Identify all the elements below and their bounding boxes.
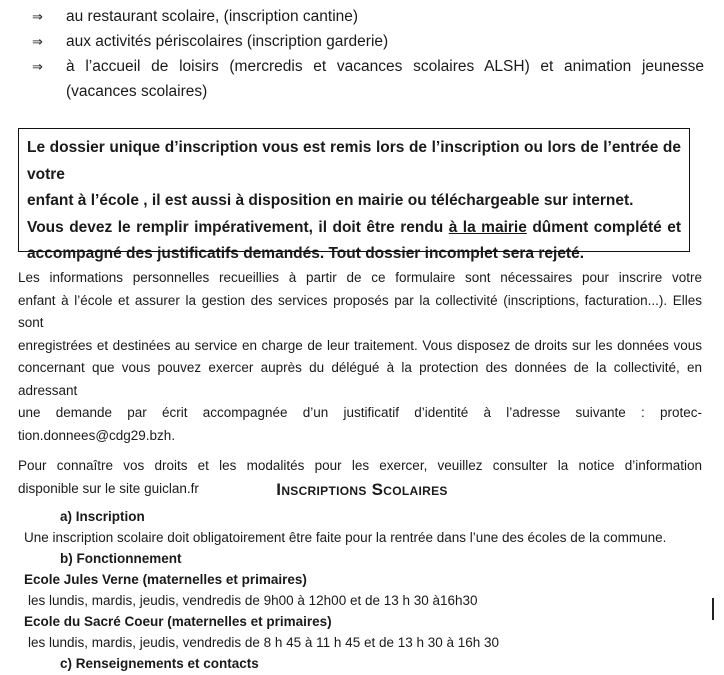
subheading-inscription: a) Inscription	[60, 509, 145, 524]
subheading-fonctionnement: b) Fonctionnement	[60, 551, 182, 566]
section-content	[24, 506, 704, 674]
school-name: Ecole Jules Verne (maternelles et primaires)	[24, 572, 307, 587]
privacy-paragraph	[18, 267, 702, 500]
subheading-contacts: c) Renseignements et contacts	[60, 656, 259, 671]
text-cursor	[712, 598, 714, 620]
arrow-icon: ⇒	[32, 9, 43, 24]
paragraph-line: disponible sur le site guiclan.fr	[18, 480, 199, 496]
school-hours: les lundis, mardis, jeudis, vendredis de 8 h 45 à 11 h 45 et de 13 h 30 à 16h 30	[28, 635, 500, 650]
paragraph-line: Les informations personnelles recueillies à partir de ce formulaire sont nécessaires pour inscrire votre	[18, 270, 702, 285]
list-item	[32, 4, 704, 29]
notice-text: dûment complété et	[532, 218, 682, 236]
arrow-icon: ⇒	[32, 59, 43, 74]
paragraph-line: enregistrées et destinées au service en charge de leur traitement. Vous disposez de droits sur les données vous	[18, 337, 702, 353]
list-item-text: au restaurant scolaire, (inscription cantine)	[66, 8, 359, 25]
paragraph-line: concernant que vous pouvez exercer auprès du délégué à la protection des données de la collectivité, en adressant	[18, 360, 702, 398]
school-name: Ecole du Sacré Coeur (maternelles et primaires)	[24, 614, 332, 629]
notice-line	[27, 215, 681, 242]
notice-text: Vous devez le remplir impérativement, il doit être rendu	[27, 218, 444, 236]
paragraph-line: Pour connaître vos droits et les modalités pour les exercer, veuillez consulter la notice d’information	[18, 458, 702, 473]
school-hours: les lundis, mardis, jeudis, vendredis de 9h00 à 12h00 et de 13 h 30 à16h30	[28, 593, 478, 608]
list-item-text: aux activités périscolaires (inscription garderie)	[66, 33, 389, 50]
list-item-text-continued: (vacances scolaires)	[66, 83, 208, 100]
paragraph-line: tion.donnees@cdg29.bzh.	[18, 427, 176, 443]
notice-line: accompagné des justificatifs demandés. Tout dossier incomplet sera rejeté.	[27, 245, 585, 262]
notice-line: enfant à l’école , il est aussi à disposition en mairie ou téléchargeable sur internet.	[27, 192, 634, 209]
paragraph-line: une demande par écrit accompagnée d’un justificatif d’identité à l’adresse suivante : protec-	[18, 405, 702, 420]
list-item-text: à l’accueil de loisirs (mercredis et vacances scolaires ALSH) et animation jeunesse	[66, 58, 704, 75]
registration-notice-box	[18, 128, 690, 262]
list-item	[32, 54, 704, 104]
mairie-underlined: à la mairie	[448, 218, 527, 236]
services-list	[32, 4, 704, 104]
arrow-icon: ⇒	[32, 34, 43, 49]
paragraph-line: enfant à l’école et assurer la gestion des services proposés par la collectivité (inscriptions, facturation...). Elles sont	[18, 292, 702, 330]
section-title: Inscriptions Scolaires	[276, 480, 448, 499]
list-item	[32, 29, 704, 54]
notice-line: Le dossier unique d’inscription vous est remis lors de l’inscription ou lors de l’entrée de votre	[27, 139, 681, 183]
inscription-text: Une inscription scolaire doit obligatoirement être faite pour la rentrée dans l’une des écoles de la commune.	[24, 530, 667, 545]
